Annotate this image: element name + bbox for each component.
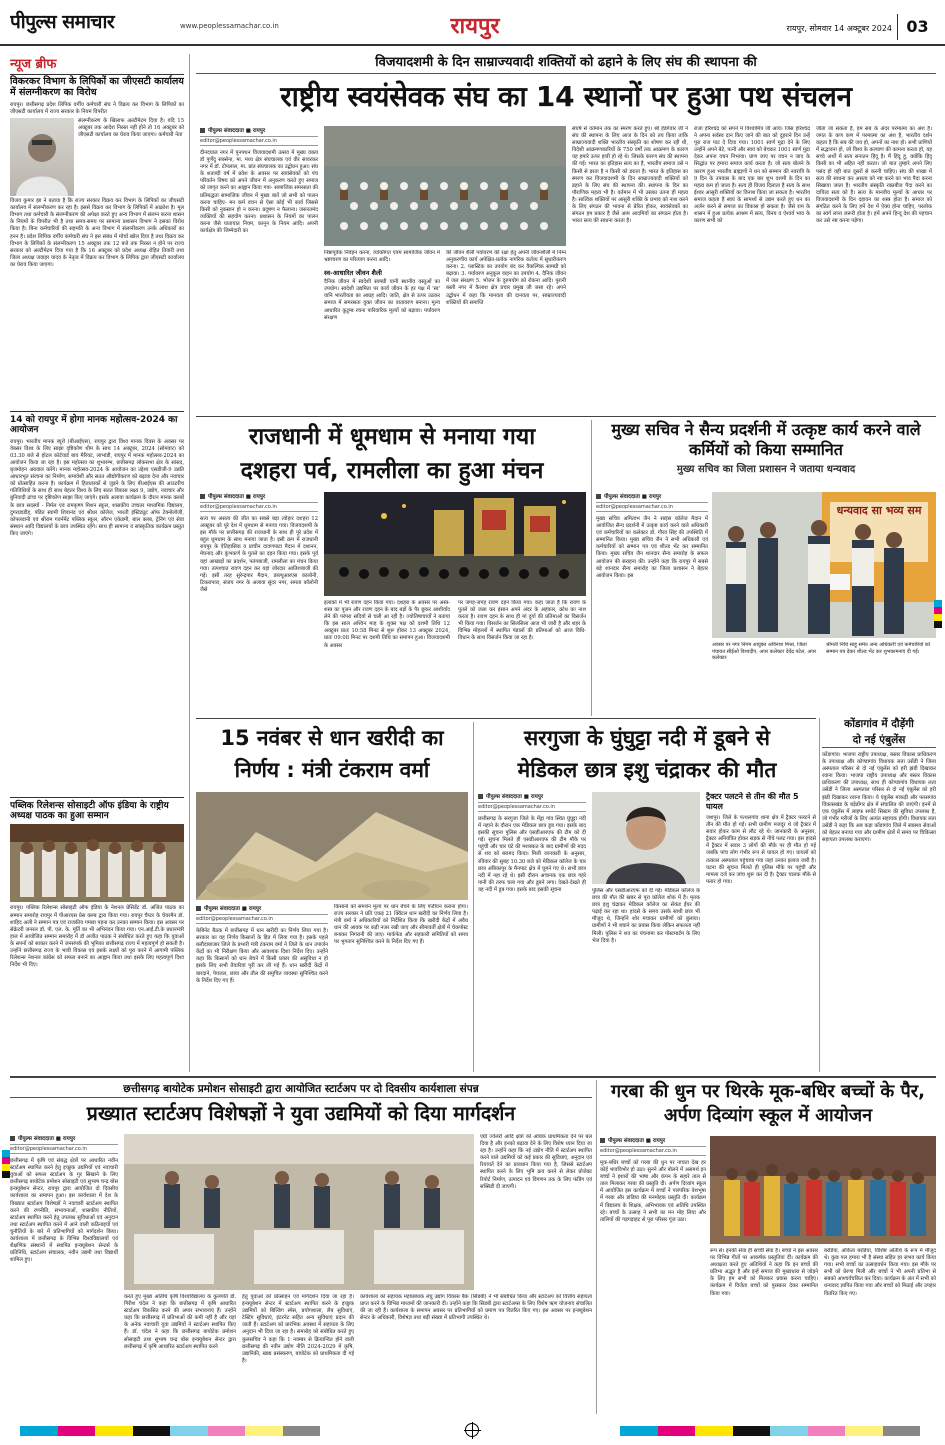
cmyk-marker-left bbox=[2, 1150, 10, 1178]
brief-3-body: रायपुर। पब्लिक रिलेशन्स सोसाइटी ऑफ इंडिया के नेशनल प्रेसिडेंट डॉ. अजित पाठक का सम्मान समारोह रायपुर में पीआरएस प्रेस क्लब द्वारा किया गया। रायपुर चैप्टर के चेयरमैन डॉ. शाहिद अली ने सम्मान पत्र एवं राजकीय गमछा पहना कर उनका सम्मान किया। इस अवसर पर सेक्रेटरी जनरल डॉ. पी. एल. के. मूर्ति का भी अभिनंदन किया गया। एन.आई.टी.के प्रधानमंत्री हाल में आयोजित सम्मान समारोह में डॉ अजीत पाठक ने संबोधित करते हुए कहा कि युवाओं के सपनों को साकार करने में जनसंपर्क की भूमिका छत्तीसगढ़ राज्य में महत्वपूर्ण हो सकती है। उन्होंने छत्तीसगढ़ राज्य के भावी विकास एवं इसके लक्ष्यों को पूरा करने में आगामी पब्लिक रिलेशन्स नेशनल कांग्रेस को सफल बनाने का आह्वान किया तथा इसके लिए महत्वपूर्ण दिशा निर्देश भी दिए। bbox=[10, 905, 184, 969]
column-divider-left bbox=[189, 54, 190, 1072]
kondagaon-headline-1: कोंडागांव में दौड़ेंगी bbox=[844, 718, 914, 730]
lead-col-4: संघर्ष से वर्तमान तक का स्मरण करते हुए। श्री हेडगेवार जी ने संघ की स्थापना के लिए आज के दिन को तय किया ताकि साम्राज्यवादी शक्ति भारतीय संस्कृति का शोषण कर रही थी, विदेशी आक्रमणकारियों के 750 वर्षों तक आक्रमण के कारण यह हमारे ऊपर हावी हो रहे थे। जिसके कारण संघ की स्थापना की गई। भारत का इतिहास सत्य का है, भारतीय समाज उसे न किसी से डरता है न किसी को डराता है। भारत के इतिहास का स्मरण कर विजयादशमी के दिन साम्राज्यवादी शक्तियों को ढहाने के लिए संघ की स्थापना की। स्थापना के दिन का पौराणिक महत्व भी है। वर्तमान में भी उसका उतना ही महत्व है। सात्विक शक्तियों पर आसुरी शक्ति के प्रभाव को नाश करने के लिए संगठन की भावना से प्रेरित होकर, स्वयंसेवकों का संगठन हम प्रकार है जैसे आम आदमियों का संगठन होता है। भारत सत्य की साधना करता है। bbox=[572, 126, 688, 225]
cs-caption-2: श्रीमती निधि साहू समेत अन्य अधिकारी एवं कर्मचारियों को सम्मान पत्र देकर शील्ड भेंट कर शुभकामनाएं दी गई। bbox=[826, 642, 931, 655]
garba-headline: गरबा की धुन पर थिरके मूक-बधिर बच्चों के पैर, अर्पण दिव्यांग स्कूल में आयोजन bbox=[611, 1081, 925, 1126]
divider-right bbox=[819, 718, 820, 1072]
brief-1-photo bbox=[10, 118, 74, 196]
news-brief bbox=[10, 54, 184, 1072]
startup-col-5: कार्यशाला को सहायक महाप्रबंधक लघु उद्योग विकास बैंक (सिडबी) ने भी संबोधित किया और स्टार्टअप को वित्तीय सहायता प्राप्त करने के विभिन्न माध्यमों की जानकारी दी। उन्होंने कहा कि सिडबी द्वारा स्टार्टअप्स के लिए विशेष ऋण योजनाएं संचालित की जा रही हैं। कार्यशाला के समापन अवसर पर प्रतिभागियों को प्रमाण पत्र वितरित किए गए। इस अवसर पर इन्क्यूबेशन सेन्टर के अधिकारी, विशेषज्ञ तथा बड़ी संख्या में प्रतिभागी उपस्थित थे। bbox=[360, 1294, 592, 1322]
cmyk-marker-right bbox=[934, 600, 942, 628]
date-line: रायपुर, सोमवार 14 अक्टूबर 2024 bbox=[786, 24, 892, 33]
surguja-headline-1: सरगुजा के घुंघुट्टा नदी में डूबने से bbox=[523, 726, 771, 750]
garba-photo bbox=[710, 1136, 936, 1244]
lead-col-2b: दैनिक जीवन में स्वदेशी सामग्री यानी स्थानीय वस्तुओं का उपयोग। स्वदेशी उद्यमिता पर कार्य जीवन के हर पक्ष में 'स्व' यानि भारतीयता का आग्रह आदि। जाति, क्षेत्र से ऊपर उठकर समाज में समरसता युक्त जीवन का वातावरण बनाना। मूल्य आधारित कुटुम्ब रचना पारिवारिक मूल्यों को बढ़ावा। पर्यावरण संरक्षण bbox=[324, 279, 440, 321]
lead-story bbox=[196, 52, 936, 414]
startup-col-2: करते हुए मुख्य अतिथि कृषि विश्वविद्यालय के कुलपति डॉ. गिरीश चंदेल ने कहा कि छत्तीसगढ़ में कृषि आधारित स्टार्टअप विकसित करने की अपार संभावनाएं हैं। उन्होंने कहा कि छत्तीसगढ़ में प्रतिभाओं की कमी नहीं है और यहां के अनेक नवाचारी युवा उद्यमियों ने स्टार्टअप स्थापित किए हैं। डॉ. चंदेल ने कहा कि छत्तीसगढ़ बायोटेक प्रमोशन सोसाइटी तथा सुभाष चन्द्र बोस इन्क्यूबेशन सेन्टर द्वारा छत्तीसगढ़ में कृषि आधारित स्टार्टअप स्थापित करने bbox=[124, 1294, 236, 1350]
surguja-col-1: छत्तीसगढ़ के सरगुजा जिले के मेंड्रा गांव स्थित घुंघुट्टा नदी में नहाने के दौरान एक मेडिकल छात्र डूब गया। इसके बाद इसकी सूचना पुलिस और एसडीआरएफ की टीम को दी गई। सूचना मिलते ही एसडीआरएफ की टीम मौके पर पहुंची और चार घंटे की मशक्कत के बाद ग्रामीणों की मदद से शव को बरामद किया। मिली जानकारी के अनुसार, रविवार की सुबह 10.30 बजे को मेडिकल कॉलेज के चार छात्र अंबिकापुर के मैनपाट क्षेत्र में घूमने गए थे। सभी छात्र नदी में नहा रहे थे। इसी दौरान अचानक एक छात्र गहरे पानी की तरफ चला गया और डूबने लगा। देखते-देखते ही वह नदी में डूब गया। इसके बाद इसकी सूचना bbox=[478, 816, 586, 893]
lead-col-1: दीनदयाल नगर में पुनपथन विजयादशमी उत्सव में मुख्य वक्ता डॉ पूर्णेंदु सक्सेना, मा. मध्य क्षेत्र संघचालक एवं वीर सावरकर नगर में डॉ. टोपलाल, मा. प्रांत संघचालक का उद्बोधन हुआ। संघ के शताब्दी वर्ष में प्रवेश के अवसर पर स्वयंसेवकों को पंच परिवर्तन विषय को अपने जीवन में अनुकरण करते हुए समाज को जागृत करने का आह्वान किया गया- सामाजिक समरसता की प्रतिबद्धता सामाजिक जीवन में मुख्य बातें जो सभी को पालन करना चाहिए- मन कर्म वचन से ऐसा कोई भी कार्य जिससे किसी को नुकसान हो न करना। प्रदूषण न फैलाना। जरूरतमंद व्यक्तियों की सहयोग करना। प्रशासन के नियमों का पालन करना जैसे यातायात नियम, कानून के नियम आदि। अपनी कार्यक्षेत्र की जिम्मेदारी का bbox=[200, 150, 318, 235]
garba-email: editor@peoplessamachar.co.in bbox=[600, 1146, 706, 1156]
divider-mid bbox=[591, 420, 592, 716]
lead-col-2a: निष्ठापूर्वक निर्वहन करना, व्यक्तिगत एवम सामाजिक जीवन में भ्रष्टाचरण का परित्याग करना आदि। bbox=[324, 250, 440, 264]
brief-1-lead: संलग्नीकरण के खिलाफ अल्टीमेटम दिया है। यदि 15 अक्टूबर तक आदेश निरस्त नहीं होने तो 16 अक्टूबर को जीएसटी कार्यालय का घेराव किया जाएगा। कर्मचारी नेता bbox=[78, 118, 184, 139]
cs-honor-story bbox=[596, 420, 936, 710]
startup-headline: प्रख्यात स्टार्टअप विशेषज्ञों ने युवा उद्यमियों को दिया मार्गदर्शन bbox=[86, 1102, 516, 1125]
dussehra-col-3: पर जगह-जगह रावण दहन किया गया। कहा जाता है कि रावण के पुतले को जला कर इंसान अपने अंदर के अहंकार, क्रोध का नाश करता है। रावण दहन के साथ ही मां दुर्गा की प्रतिमाओं का विसर्जन भी किया गया। विसर्जन का सिलसिला आज भी जारी है और शहर के विभिन्न मोहल्लों में स्थापित पंडालों की प्रतिमाओं को आज विधि-विधान के साथ विसर्जन किया जा रहा है। bbox=[458, 600, 586, 642]
print-color-bar bbox=[0, 1422, 945, 1440]
lead-kicker: विजयादशमी के दिन साम्राज्यवादी शक्तियों को ढहाने के लिए संघ की स्थापना की bbox=[196, 52, 936, 74]
paddy-photo bbox=[196, 792, 468, 900]
surguja-subhead: ट्रैक्टर पलटने से तीन की मौत 5 घायल bbox=[706, 792, 799, 811]
cs-col-1: मुख्य सचिव अमिताभ जैन ने साइंस कॉलेज मैदान में आयोजित सैन्य प्रदर्शनी में उत्कृष्ट कार्य करने वाले अधिकारी एवं कर्मचारियों का कलेक्टर डॉ. गौरव सिंह की उपस्थिति में सम्मानित किया। मुख्य सचिव जैन ने सभी अधिकारी एवं कर्मचारियों को सम्मान पत्र एवं शील्ड भेंट कर सम्मानित किया। मुख्य सचिव जैन शानदार सैन्य समारोह के सफल आयोजन की सराहना की। उन्होंने कहा कि रायपुर में सबसे बड़े शानदार सैन्य समारोह का जिला प्रशासन ने बेहतर आयोजन किया। इस bbox=[596, 516, 708, 579]
cs-headline: मुख्य सचिव ने सैन्य प्रदर्शनी में उत्कृष्ट कार्य करने वाले कर्मियों को किया सम्मानित bbox=[611, 420, 921, 459]
startup-col-4: एग्री ज्वेलरी आदि क्षेत्रों को अधिक प्राथमिकता देने पर बल दिया है और इनको बढ़ावा देने के लिए विशेष ध्यान दिया जा रहा है। उन्होंने कहा कि नई उद्योग नीति में स्टार्टअप स्थापित करने वाले उद्यमियों को कई प्रकार की सुविधाएं, अनुदान एवं रियायतें देने का प्रावधान किया गया है, जिससे स्टार्टअप स्थापित करने के लिए भूमि क्रय करने से लेकर प्रोजेक्ट रिपोर्ट निर्माण, उत्पादन एवं विपणन तक के लिए फंडिंग एवं सब्सिडी दी जाएगी। bbox=[480, 1134, 592, 1190]
divider-paddy bbox=[473, 722, 474, 1072]
city-title: रायपुर bbox=[450, 14, 500, 39]
startup-kicker: छत्तीसगढ़ बायोटेक प्रमोशन सोसाइटी द्वारा आयोजित स्टार्टअप पर दो दिवसीय कार्यशाला संपन्न bbox=[10, 1080, 592, 1098]
paddy-story bbox=[196, 722, 468, 1072]
lead-headline: राष्ट्रीय स्वयंसेवक संघ का 14 स्थानों पर हुआ पथ संचलन bbox=[280, 80, 852, 113]
brief-2-title: 14 को रायपुर में होगा मानक महोत्सव-2024 का आयोजन bbox=[10, 411, 184, 436]
garba-col-1: मूक-बधिर बच्चों को गरबा की धुन पर नाचता देख हर कोई भावविभोर हो उठा। सुनने और बोलने में असमर्थ इन बच्चों ने इशारों की भाषा और कंपन के सहारे ताल से ताल मिलाकर गरबा की प्रस्तुति दी। अर्पण दिव्यांग स्कूल में आयोजित इस कार्यक्रम में बच्चों ने पारंपरिक वेशभूषा में गरबा और डांडिया की मनमोहक प्रस्तुति दी। कार्यक्रम में विद्यालय के शिक्षक, अभिभावक एवं अतिथि उपस्थित रहे। बच्चों के उत्साह ने सभी का मन मोह लिया और तालियों की गड़गड़ाहट से पूरा परिसर गूंज उठा। bbox=[600, 1160, 706, 1223]
lead-col-3: की जीवन शैली पर्यावरण की रक्षा हेतु अपनी जीवनशैली में निम्न अनुकरणीय कार्य अपेक्षित-प्रत्येक नागरिक कर्तव्य में सुधारीकरण करना। 2. प्लास्टिक का उपयोग बंद कर वैकल्पिक सामग्री को बढ़ावा। 3. पर्यावरण अनुकूल वाहन का उपयोग 4. दैनिक जीवन में जल संरक्षण 5. भोजन के दुरुपयोग को रोकना आदि। पुरानी बस्ती नगर में कैलाश क्षेत्र प्रचार प्रमुख जी जसा रहे। अपने उद्बोधन में कहा कि मानवता की दानवता पर, साम्राज्यवादी शक्तियों की समाप्ति bbox=[446, 250, 566, 306]
paddy-col-1: केबिनेट बैठक में छत्तीसगढ़ में धान खरीदी का निर्णय लिया गया है। सरकार का यह निर्णय किसानों के हित में लिया गया है। इसके पहले बलौदाबाजार जिले के प्रभारी मंत्री टंकराम वर्मा ने जिले के धान उपार्जन केंद्रों का भी निरीक्षण किया और आवश्यक दिशा निर्देश दिए। उन्होंने कहा कि किसानों को धान बेचने में किसी प्रकार की असुविधा न हो इसके लिए सभी तैयारियां पूरी कर ली गई हैं। धान खरीदी केंद्रों में बारदाने, पेयजल, छाया और तौल की समुचित व्यवस्था सुनिश्चित करने के निर्देश दिए गए हैं। bbox=[196, 928, 328, 984]
startup-col-1: छत्तीसगढ़ में कृषि एवं संबद्ध क्षेत्रों पर आधारित नवीन स्टार्टअप स्थापित करने हेतु इच्छुक उद्यमियों एवं नवाचारी युवाओं को सफल स्टार्टअप के गुर सिखाने के लिए छत्तीसगढ़ बायोटेक प्रमोशन सोसाइटी एवं सुभाष चन्द्र बोस इन्क्यूबेशन सेन्टर, रायपुर द्वारा आयोजित दो दिवसीय कार्यशाला का समापन हुआ। इस कार्यशाला में देश के विख्यात स्टार्टअप विशेषज्ञों ने नवाचारी स्टार्टअप स्थापित करने की रणनीति, संभावनाओं, शासकीय नीतियों, स्टार्टअप स्थापित करने हेतु उपलब्ध सुविधाओं एवं अनुदान तथा स्टार्टअप स्थापित करने में आने वाली कठिनाइयों एवं चुनौतियों के बारे में प्रतिभागियों को मार्गदर्शन किया। कार्यशाला में छत्तीसगढ़ के विभिन्न विश्वविद्यालयों एवं शैक्षणिक संस्थानों में स्थापित इन्क्यूबेशन सेन्टर्स के प्रतिनिधि, स्टार्टअप संचालक, नवीन उद्यमी तथा विद्यार्थी शामिल हुए। bbox=[10, 1158, 118, 1264]
cs-deck: मुख्य सचिव का जिला प्रशासन ने जताया धन्यवाद bbox=[676, 464, 856, 475]
brief-label: न्यूज ब्रीफ bbox=[10, 57, 57, 72]
masthead bbox=[0, 0, 945, 46]
brief-2-body: रायपुर। भारतीय मानक ब्यूरो (बीआईएस), रायपुर द्वारा विश्व मानक दिवस के अवसर पर वेबसर विश्व के लिए साझा दृष्टिकोण थीम के साथ 14 अक्टूबर, 2024 (सोमवार) को 03.30 बजे से होटल कोर्टयार्ड बाय मैरियट, लाभांडी, रायपुर में मानक महोत्सव-2024 का आयोजन किया जा रहा है। इस महोत्सव का शुभारम्भ, छत्तीसगढ़ लोकसभा क्षेत्र के सांसद, बृजमोहन अग्रवाल करेंगे। मानक महोत्सव-2024 के आयोजन का उद्देश्य एसडीजी-9 उन्नति आधारभूत संरचना का निर्माण, समावेशी और सतत औद्योगीकरण को बढ़ावा देना और नवाचार को प्रोत्साहित करना है। कार्यक्रम में हितधारकों से जुड़ने के लिए बीआईएस की आउटरीच गतिविधियों के साथ ही साथ बेहतर विश्व के लिए सतत विकास लक्ष्य 9, उद्योग, नवाचार और बुनियादी ढांचा पर दृष्टिकोण साझा किए जाएंगे। इसके अलावा कार्यक्रम के दौरान मानक क्लबों के छात्र सदस्यों - निर्मल एवं रामकृष्ण मिशन स्कूल, शासकीय उच्चतर माध्यमिक विद्यालय, दुगराडाडीह, पंडित स्वामी शिवानंद एवं श्रीधर कॉलेज, भारती इंस्टिट्यूट ऑफ टेक्नोलॉजी, कोपलवानी एवं श्रीराम गवर्नमेंट पब्लिक स्कूल, सौरभ एकेडमी, बाल क्लब, ट्रेनिंग एवं सेवा संस्थान आदि विद्यालयों के छात्र उपस्थित रहेंगे। साथ ही सामान्य व सांस्कृतिक कार्यक्रम प्रस्तुत किए जाएंगे। bbox=[10, 438, 184, 537]
cs-photo bbox=[712, 492, 936, 638]
kondagaon-headline-2: दो नई एंबुलेंस bbox=[822, 732, 936, 748]
dussehra-email: editor@peoplessamachar.co.in bbox=[200, 502, 318, 512]
paddy-email: editor@peoplessamachar.co.in bbox=[196, 914, 328, 924]
divider-lead bbox=[196, 416, 936, 417]
paddy-headline-1: 15 नवंबर से धान खरीदी का bbox=[220, 726, 444, 750]
logo-text: पीपुल्स समाचार bbox=[10, 11, 115, 33]
startup-email: editor@peoplessamachar.co.in bbox=[10, 1144, 118, 1154]
lead-col-5: राजा हरिश्चंद्र को सपने में विश्वामित्र जी आये। जिस हरिश्चंद्र ने अपना सर्वस्व दान किए जाने की बात को दुहराने दिन उन्हें पूरा राज पाट दे दिया गया। 1001 स्वर्ण मुद्रा देने के लिए उन्होंने अपने बेटे, पत्नी और स्वयं को बेचकर 1001 स्वर्ण मुद्रा देकर अपना वचन निभाया। प्राण जाए पर वचन न जाए के सिद्धांत पर हमारा समाज कार्य करता है। जो सत्य बोलने के कारण हुआ भारतीय ब्राह्मणों ने धन को सम्मान की नवरात्रि के 9 दिन के उपवास के बाद एक बार शुभ दशमी के दिन का महत्व कम हो जाता है। सत्य ही विजय दिलाता है सत्य के साथ ईश्वर आसुरी शक्तियों का विनाश किया जा सकता है। भारतीय समाज कहता है स्वयं के सामर्थ्य से उद्यम करते हुए धन का अर्जन करने से समाज का विकास हो सकता है। जैसे राम के शासन में हुआ प्रत्येक आश्रम में सत्य, विनय व ऐश्वर्य भाव के कारण सभी को bbox=[694, 126, 810, 225]
brief-3-photo bbox=[10, 824, 184, 902]
lead-email: editor@peoplessamachar.co.in bbox=[200, 136, 318, 146]
page-number: 03 bbox=[897, 14, 937, 40]
startup-photo bbox=[124, 1134, 474, 1290]
garba-byline: पीपुल्स संवाददाता ■ रायपुर bbox=[600, 1136, 706, 1144]
surguja-byline: पीपुल्स संवाददाता ■ रायपुर bbox=[478, 792, 586, 800]
dussehra-headline-1: राजधानी में धूमधाम से मनाया गया bbox=[248, 424, 536, 450]
dussehra-photo bbox=[324, 492, 586, 596]
kondagaon-body: कोंडागांव। भाजपा राष्ट्रीय उपाध्यक्ष, बस्तर विकास प्राधिकरण के उपाध्यक्ष और कोण्डागांव विधायक लता उसेंडी ने जिला अस्पताल परिसर से दो नई एंबुलेंस को हरी झंडी दिखाकर रवाना किया। भाजपा राष्ट्रीय उपाध्यक्ष और बस्तर विकास प्राधिकरण की उपाध्यक्ष, साथ ही कोण्डागांव विधायक लता उसेंडी ने जिला अस्पताल परिसर से दो नई एंबुलेंस को हरी झंडी दिखाकर रवाना किया। ये एंबुलेंस माकड़ी और फरसगांव विकासखंड के बड़ेडोंगर क्षेत्र में संचालित की जाएंगी। इनमें से एक एंबुलेंस में लाइफ सपोर्ट सिस्टम की सुविधा उपलब्ध है, जो गंभीर मरीजों के लिए अत्यंत सहायक होगी। विधायक लता उसेंडी ने कहा कि अब कड़ा कोंडागांव जिले में स्वास्थ्य सेवाओं को बेहतर बनाया गया और ग्रामीण क्षेत्रों में समय पर चिकित्सा सहायता उपलब्ध कराएगा। bbox=[822, 752, 936, 844]
startup-story bbox=[10, 1080, 592, 1414]
garba-col-3: बरडिया, अंकिता बरडिया, विशिष्ट अतिथि के रूप में मौजूद थे। कुछ पल हमारा भी है संस्था सहित हर संभव कार्य किया गया। सभी बच्चों का उत्साहवर्धन किया गया। इस मौके पर सभी को प्रेरणा मिली और बच्चों ने भी अपनी प्रतिभा से सबको आश्चर्यचकित कर दिया। कार्यक्रम के अंत में सभी को धन्यवाद ज्ञापित किया गया और बच्चों को मिठाई और उपहार वितरित किए गए। bbox=[824, 1248, 936, 1297]
surguja-email: editor@peoplessamachar.co.in bbox=[478, 802, 586, 812]
cs-email: editor@peoplessamachar.co.in bbox=[596, 502, 708, 512]
lead-byline: पीपुल्स संवाददाता ■ रायपुर bbox=[200, 126, 318, 134]
logo bbox=[10, 8, 200, 38]
dussehra-headline-2: दशहरा पर्व, रामलीला का हुआ मंचन bbox=[240, 458, 544, 484]
lead-photo bbox=[324, 126, 566, 246]
garba-story bbox=[600, 1080, 936, 1414]
lead-subhead: स्व-आधारित जीवन शैली bbox=[324, 269, 382, 278]
paddy-byline: पीपुल्स संवाददाता ■ रायपुर bbox=[196, 904, 328, 912]
site-url: www.peoplessamachar.co.in bbox=[180, 22, 279, 30]
startup-col-3: हेतु युवाओं को प्रोत्साहन एवं मार्गदर्शन दिया जा रहा है। इन्क्यूबेशन सेन्टर में स्टार्टअप स्थापित करने के इच्छुक उद्यमियों को बिल्डिंग स्पेस, प्रयोगशाला, लैब सुविधाएं, टेस्टिंग सुविधाएं, इंटरनेट सहित अन्य सुविधाएं प्रदान की जाती हैं। स्टार्टअप को प्रारंभिक अवस्था में सहायता के लिए अनुदान भी दिया जा रहा है। समारोह को संबोधित करते हुए कुलसचिव ने कहा कि 1 नवम्बर से क्रियान्वित होने वाली छत्तीसगढ़ की नवीन उद्योग नीति 2024-2029 में कृषि, उद्यानिकी, खाद्य प्रसंस्करण, बायोटेक को प्राथमिकता दी गई है। bbox=[242, 1294, 354, 1364]
dussehra-byline: पीपुल्स संवाददाता ■ रायपुर bbox=[200, 492, 318, 500]
garba-col-2: रूप से। इनकी सेवा ही सच्ची सेवा है। बच्चों ने इस अवसर पर विभिन्न गीतों पर आकर्षक प्रस्तुतियां दीं। कार्यक्रम की अध्यक्षता करते हुए अतिथियों ने कहा कि इन बच्चों की प्रतिभा अद्भुत है और इन्हें समाज की मुख्यधारा से जोड़ने के लिए हम सभी को मिलकर प्रयास करना चाहिए। कार्यक्रम में विजेता बच्चों को पुरस्कार देकर सम्मानित किया गया। bbox=[710, 1248, 818, 1297]
dussehra-col-2: इलाकों में भी रावण दहन किया गया। दशहरा के अवसर पर अस्त्र-शस्त्र का पूजन और रावण दहन के बाद बड़ों के पैर छूकर आशीर्वाद लेने की परंपरा सदियों से चली आ रही है। ज्योतिषाचार्यों ने बताया कि इस साल अश्विन माह के शुक्ल पक्ष को दशमी तिथि 12 अक्टूबर प्रातः 10:58 मिनट से शुरू होकर 13 अक्टूबर 2024, प्रातः 09:08 मिनट पर दशमी तिथि का समापन हुआ। विजयादशमी के अवसर bbox=[324, 600, 450, 649]
surguja-headline-2: मेडिकल छात्र इशु चंद्राकर की मौत bbox=[517, 758, 777, 782]
brief-1-intro: रायपुर। छत्तीसगढ़ प्रदेश लिपिक वर्गीय कर्मचारी संघ ने विक्रय कर विभाग के लिपिकों का जीएसटी कार्यालय में राज्य सरकार के नियम विपरीत bbox=[10, 101, 184, 115]
brief-3-title: पब्लिक रिलेशन्स सोसाइटी ऑफ इंडिया के राष्ट्रीय अध्यक्ष पाठक का हुआ सम्मान bbox=[10, 797, 184, 822]
kondagaon-story bbox=[822, 716, 936, 1072]
startup-byline: पीपुल्स संवाददाता ■ रायपुर bbox=[10, 1134, 118, 1142]
divider-startup bbox=[596, 1080, 597, 1414]
surguja-story bbox=[478, 722, 816, 1072]
surguja-col-3: जशपुर। जिले के पत्थलगांव थाना क्षेत्र में ट्रैक्टर पलटने से तीन की मौत हो गई। सभी ग्रामीण मजदूर थे जो ट्रैक्टर में सवार होकर काम से लौट रहे थे। जानकारी के अनुसार, ट्रैक्टर अनियंत्रित होकर सड़क से नीचे पलट गया। इस हादसे में ट्रैक्टर में सवार 3 लोगों की मौके पर ही मौत हो गई जबकि पांच लोग गंभीर रूप से घायल हो गए। घायलों को तत्काल अस्पताल पहुंचाया गया जहां उनका इलाज जारी है। घटना की सूचना मिलते ही पुलिस मौके पर पहुंची और मामला दर्ज कर जांच शुरू कर दी है। ट्रैक्टर चालक मौके से फरार हो गया। bbox=[706, 815, 816, 885]
dussehra-col-1: सत्य पर असत्य की जीत का सबसे बड़ा त्योहार दशहरा 12 अक्टूबर को पूरे देश में धूमधाम से मनाया गया। विजयदशमी के इस मौके पर छत्तीसगढ़ की राजधानी के साथ ही पूरे प्रदेश में बहुत धूमधाम के साथ मनाया जाता है। इसी क्रम में राजधानी रायपुर के ऐतिहासिक व प्राचीन दावणपाटा मैदान में दशानन, मेघनाद और कुंभकर्ण के पुतले का दहन किया गया। इसके पूर्व यहां आखाड़ों का प्रदर्शन, पतंगबाजी, रामलीला का मंचन किया गया। तत्पश्चात रावण दहन कर यहां जोरदार आतिशबाजी की गई। इसी तरह सुरेन्द्रपार मैदान, डब्ल्यूआरएस कालोनी, टिकरापारा, संजय नगर के अलावा सुंदर नगर, समता कॉलोनी जैसे bbox=[200, 516, 318, 593]
cs-banner-text: धन्यवाद सा भव्य सम bbox=[836, 504, 922, 517]
paddy-headline-2: निर्णय : मंत्री टंकराम वर्मा bbox=[234, 758, 430, 782]
surguja-col-2: पुलिस और एसडीआरएफ को दी गई। मेडिकल कॉलेज के छात्र की मौत की खबर से पूरा कॉलेज शोक में है। मृतक छात्र इशु चंद्राकर मेडिकल कॉलेज का सेकंड ईयर की पढ़ाई कर रहा था। हादसे के समय उसके साथी छात्र भी मौजूद थे, जिन्होंने शोर मचाकर ग्रामीणों को बुलाया। ग्रामीणों ने भी बचाने का प्रयास किया लेकिन सफलता नहीं मिली। पुलिस ने शव का पंचनामा कर पोस्टमार्टम के लिए भेज दिया है। bbox=[592, 888, 700, 944]
brief-1-title: विकरकर विभाग के लिपिकों का जीएसटी कार्यालय में संलग्नीकरण का विरोध bbox=[10, 76, 184, 98]
surguja-photo bbox=[592, 792, 700, 884]
registration-mark bbox=[465, 1423, 479, 1437]
dussehra-story bbox=[196, 420, 588, 716]
divider-lower bbox=[10, 1076, 936, 1078]
lead-col-6: जीता जा सकता है, हम सब के अंदर परमात्मा का अंश है। जगत के कण कण में परमात्मा का अंश है, भारतीय दर्शन कहता है कि सब की जय हो, अपनों का नाश हो। सभी प्राणियों में सद्भावना हो, जो विश्व के कल्याण की कामना करता हो, यह सच्चे अर्थों में सत्य सनातन हिंदू है। मैं हिंदू हूं, क्योंकि हिंदू किसी का भी अहित नहीं करता। जो बात तुम्हारे अपने लिए पसंद हो वही बात दूसरों से करनी चाहिए। संघ की शाखा में सत्य की साधना कर असत्य को नष्ट करने का भाव पैदा करना सिखाया जाता है। भारतीय संस्कृति रक्तबीज पैदा करने का दायित्व सत्य को है। सत्य के मानवीय मूल्यों के आधार पर विजयादशमी के दिन दहावन का शस्त्र होता है। समाज को संगठित करने के लिए हमें देश में ऐक्य होना चाहिए, परलोक का स्वर्ग लाना जरूरी होता है। हमें अपने हिन्दू देश की पहचान कर उसे नष्ट करना पड़ेगा। bbox=[816, 126, 932, 225]
cs-caption-1: अवसर पर नगर निगम आयुक्त अविनाश मिश्रा, जिला पंचायत सीईओ विश्वदीप, अपर कलेक्टर देवेंद्र पटेल, अपर कलेक्टर bbox=[712, 642, 817, 661]
divider-row2 bbox=[196, 718, 816, 719]
cs-byline: पीपुल्स संवाददाता ■ रायपुर bbox=[596, 492, 708, 500]
paddy-col-2: किसानों को समर्थन मूल्य पर धान बेचने के लिए पंजीयन कराना होगा। राज्य सरकार ने प्रति एकड़ 21 क्विंटल धान खरीदी का निर्णय लिया है। मंत्री वर्मा ने अधिकारियों को निर्देशित किया कि खरीदी केंद्रों में अवैध धान की आवक पर कड़ी नजर रखी जाए और सीमावर्ती क्षेत्रों में चेकपोस्ट बनाकर निगरानी की जाए। मार्कफेड और सहकारी समितियों को समय पर भुगतान सुनिश्चित करने के निर्देश दिए गए हैं। bbox=[334, 904, 468, 946]
brief-1-body: विजय कुमार झा ने बताया है कि राज्य सरकार विक्रय कर विभाग के लिपिकों का जीएसटी कार्यालय में संलग्नीकरण कर रहा है। इससे विक्रय कर विभाग के लिपिकों में आक्रोश है। मूल विभाग तथा कर्मचारी के संलग्नीकरण की अपेक्षा करते हुए अन्य विभाग में संलग्न करना शासन के नियमों के विपरीत भी है तथा समय-समय पर सामान्य प्रशासन विभाग ने इसका विरोध किया है। बिना कर्मचारियों की सहमति के अन्य विभाग में संलग्नीकरण उनके अधिकारों का हनन है। प्रदेश लिपिक वर्गीय कर्मचारी संघ ने इस संबंध में मोर्चा खोल दिया है तथा विक्रय कर विभाग के लिपिकों के संलग्नीकरण 15 अक्टूबर तक 12 बजे तक निरस्त न होने पर राज्य सरकार को अल्टीमेटम दिया गया है कि 16 अक्टूबर को प्रदेश अध्यक्ष रोहित तिवारी तथा जिला अध्यक्ष जवाहर यादव के नेतृत्व में विक्रय कर विभाग के लिपिक द्वारा जीएसटी कार्यालय का घेराव किया जाएगा। bbox=[10, 198, 184, 268]
